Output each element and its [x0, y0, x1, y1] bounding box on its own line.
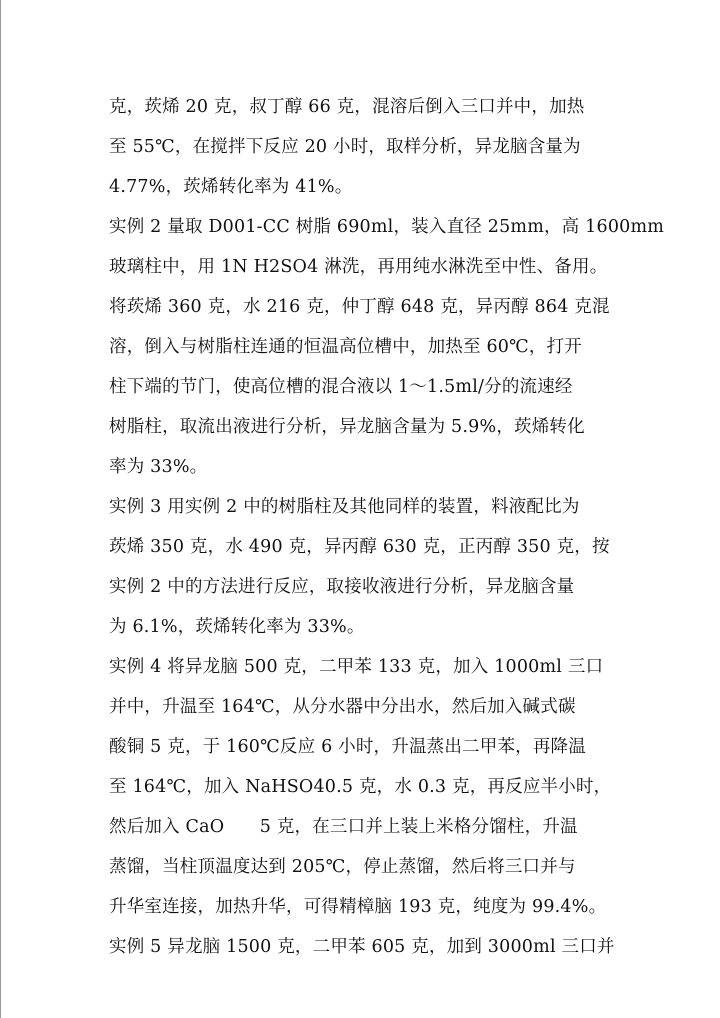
text-line: 树脂柱，取流出液进行分析，异龙脑含量为 5.9%，莰烯转化: [109, 417, 585, 437]
text-line: 至 55℃，在搅拌下反应 20 小时，取样分析，异龙脑含量为: [109, 137, 581, 157]
text-line: 莰烯 350 克，水 490 克，异丙醇 630 克，正丙醇 350 克，按: [109, 537, 610, 557]
text-line: 酸铜 5 克，于 160℃反应 6 小时，升温蒸出二甲苯，再降温: [109, 737, 586, 757]
text-line: 实例 3 用实例 2 中的树脂柱及其他同样的装置，料液配比为: [109, 497, 580, 517]
text-line: 溶，倒入与树脂柱连通的恒温高位槽中，加热至 60℃，打开: [109, 337, 583, 357]
text-line: 将莰烯 360 克，水 216 克，仲丁醇 648 克，异丙醇 864 克混: [109, 297, 610, 317]
text-line: 为 6.1%，莰烯转化率为 33%。: [109, 617, 365, 637]
body-text: [109, 87, 709, 967]
text-line: 并中，升温至 164℃，从分水器中分出水，然后加入碱式碳: [109, 697, 576, 717]
text-line: 柱下端的节门，使高位槽的混合液以 1～1.5ml/分的流速经: [109, 377, 573, 397]
text-line: 实例 2 中的方法进行反应，取接收液进行分析，异龙脑含量: [109, 577, 575, 597]
text-line: 实例 5 异龙脑 1500 克，二甲苯 605 克，加到 3000ml 三口并: [109, 937, 615, 957]
text-line: 升华室连接，加热升华，可得精樟脑 193 克，纯度为 99.4%。: [109, 897, 607, 917]
text-line: 至 164℃，加入 NaHSO40.5 克，水 0.3 克，再反应半小时，: [109, 777, 612, 797]
text-line: 玻璃柱中，用 1N H2SO4 淋洗，再用纯水淋洗至中性、备用。: [109, 257, 608, 277]
text-line: 蒸馏，当柱顶温度达到 205℃，停止蒸馏，然后将三口并与: [109, 857, 576, 877]
text-line: 实例 2 量取 D001-CC 树脂 690ml，装入直径 25mm，高 1600mm: [109, 217, 665, 237]
text-line: 克，莰烯 20 克，叔丁醇 66 克，混溶后倒入三口并中，加热: [109, 97, 585, 117]
text-line: 4.77%，莰烯转化率为 41%。: [109, 177, 353, 197]
text-line: 然后加入 CaO 5 克，在三口并上装上米格分馏柱，升温: [109, 817, 578, 837]
text-line: 实例 4 将异龙脑 500 克，二甲苯 133 克，加入 1000ml 三口: [109, 657, 604, 677]
text-line: 率为 33%。: [109, 457, 208, 477]
